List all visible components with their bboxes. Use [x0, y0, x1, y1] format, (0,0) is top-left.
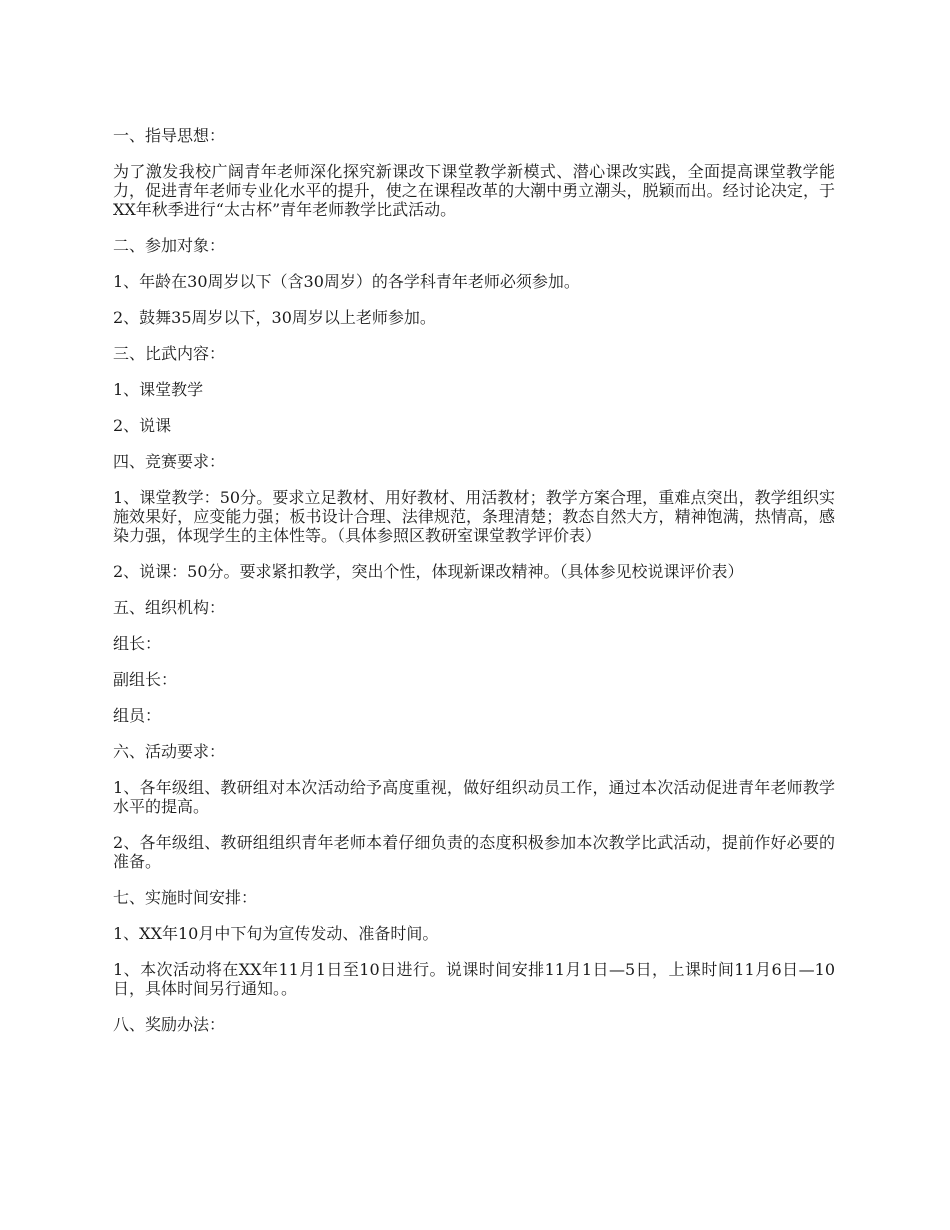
- section-heading-organization: 五、组织机构：: [113, 598, 226, 617]
- document-body: [113, 126, 835, 1051]
- section-heading-guiding-ideology: 一、指导思想：: [113, 126, 226, 145]
- section-heading-requirements: 四、竞赛要求：: [113, 452, 226, 471]
- section-heading-rewards: 八、奖励办法：: [113, 1015, 226, 1034]
- list-item-requirements-1: 1、课堂教学：50分。要求立足教材、用好教材、用活教材；教学方案合理，重难点突出，教学组织实施效果好，应变能力强；板书设计合理、法律规范，条理清楚；教态自然大方，精神饱满，热情高，感染力强，体现学生的主体性等。（具体参照区教研室课堂教学评价表）: [113, 488, 835, 545]
- section-heading-schedule: 七、实施时间安排：: [113, 888, 258, 907]
- list-item-activity-requirements-1: 1、各年级组、教研组对本次活动给予高度重视，做好组织动员工作，通过本次活动促进青年老师教学水平的提高。: [113, 778, 835, 816]
- list-item-requirements-2: 2、说课：50分。要求紧扣教学，突出个性，体现新课改精神。（具体参见校说课评价表）: [113, 562, 744, 581]
- org-deputy-leader: 副组长：: [113, 670, 178, 689]
- list-item-participants-2: 2、鼓舞35周岁以下，30周岁以上老师参加。: [113, 308, 436, 327]
- list-item-participants-1: 1、年龄在30周岁以下（含30周岁）的各学科青年老师必须参加。: [113, 272, 580, 291]
- list-item-activity-requirements-2: 2、各年级组、教研组组织青年老师本着仔细负责的态度积极参加本次教学比武活动，提前作好必要的准备。: [113, 833, 835, 871]
- org-leader: 组长：: [113, 634, 162, 653]
- list-item-contents-2: 2、说课: [113, 416, 172, 435]
- section-heading-participants: 二、参加对象：: [113, 236, 226, 255]
- paragraph-guiding-ideology: 为了激发我校广阔青年老师深化探究新课改下课堂教学新模式、潜心课改实践，全面提高课堂教学能力，促进青年老师专业化水平的提升，使之在课程改革的大潮中勇立潮头，脱颖而出。经讨论决定，于XX年秋季进行“太古杯”青年老师教学比武活动。: [113, 162, 835, 219]
- list-item-schedule-2: 1、本次活动将在XX年11月1日至10日进行。说课时间安排11月1日—5日，上课时间11月6日—10日，具体时间另行通知。。: [113, 960, 835, 998]
- list-item-contents-1: 1、课堂教学: [113, 380, 204, 399]
- org-members: 组员：: [113, 706, 162, 725]
- section-heading-activity-requirements: 六、活动要求：: [113, 742, 226, 761]
- section-heading-contents: 三、比武内容：: [113, 344, 226, 363]
- list-item-schedule-1: 1、XX年10月中下旬为宣传发动、准备时间。: [113, 924, 439, 943]
